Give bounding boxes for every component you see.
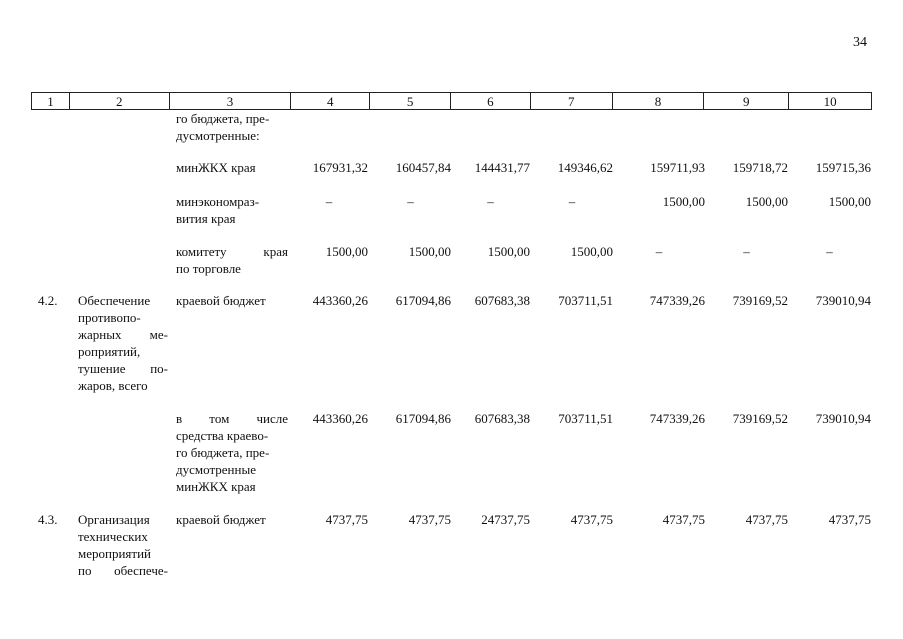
row-6-col8: 4737,75 [662,512,705,527]
row-5-col5: 617094,86 [395,411,451,426]
text-line: Обеспечение [78,293,151,308]
header-col-7: 7 [531,93,613,109]
row-6-col10: 4737,75 [828,512,871,527]
row-2-col6: – [487,194,494,209]
page-number: 34 [853,35,867,50]
row-3-col10: – [826,244,833,259]
row-6-col6: 24737,75 [481,512,530,527]
row-4-col6: 607683,38 [474,293,530,308]
row-3-col6: 1500,00 [487,244,530,259]
text-line: средства краево- [176,428,269,443]
text-line: вития края [176,211,236,226]
text-line: го бюджета, пре- [176,111,270,126]
row-2-col8: 1500,00 [662,194,705,209]
row-5-col7: 703711,51 [558,411,613,426]
row-5-col9: 739169,52 [732,411,788,426]
row-6-col5: 4737,75 [408,512,451,527]
row-3-col4: 1500,00 [325,244,368,259]
row-1-col3 [176,159,288,176]
text-line: минэкономраз- [176,194,260,209]
row-3-col5: 1500,00 [408,244,451,259]
row-6-col7: 4737,75 [570,512,613,527]
row-3-col7: 1500,00 [570,244,613,259]
row-4-col5: 617094,86 [395,293,451,308]
row-1-col9: 159718,72 [732,160,788,175]
row-3-col3 [176,243,288,277]
text-line: в том числе [176,411,288,426]
row-4-col10: 739010,94 [815,293,871,308]
text-line: дусмотренные: [176,128,260,143]
text-line: Организация [78,512,150,527]
row-4-col1: 4.2. [38,293,58,308]
text-line: технических [78,529,148,544]
row-6-col1: 4.3. [38,512,58,527]
text-line: жарных ме- [78,327,168,342]
text-line: по торговле [176,261,241,276]
row-1-col8: 159711,93 [650,160,705,175]
row-3-col8: – [655,244,663,259]
row-5-col10: 739010,94 [815,411,871,426]
header-col-5: 5 [370,93,451,109]
header-col-4: 4 [291,93,370,109]
row-5-col3 [176,410,288,495]
row-1-col5: 160457,84 [395,160,451,175]
text-line: тушение по- [78,361,168,376]
text-line: дусмотренные [176,462,256,477]
text-line: минЖКХ края [176,479,256,494]
row-4-col4: 443360,26 [312,293,368,308]
row-3-col9: – [743,244,750,259]
row-1-col10: 159715,36 [815,160,871,175]
row-6-col2 [78,511,168,579]
row-6-col3 [176,511,288,528]
row-4-col3 [176,292,288,309]
row-1-col7: 149346,62 [557,160,613,175]
text-line: противопо- [78,310,141,325]
row-1-col4: 167931,32 [312,160,368,175]
row-2-col7: – [568,194,576,209]
header-col-6: 6 [451,93,531,109]
text-line: жаров, всего [78,378,148,393]
row-0-col3 [176,110,288,144]
row-5-col8: 747339,26 [649,411,705,426]
text-line: по обеспече- [78,563,168,578]
row-6-col9: 4737,75 [745,512,788,527]
row-4-col8: 747339,26 [649,293,705,308]
text-line: комитету края [176,244,288,259]
text-line: мероприятий [78,546,151,561]
text-line: го бюджета, пре- [176,445,270,460]
row-5-col4: 443360,26 [312,411,368,426]
row-1-col6: 144431,77 [474,160,530,175]
header-col-2: 2 [70,93,170,109]
row-4-col9: 739169,52 [732,293,788,308]
header-col-3: 3 [170,93,292,109]
row-4-col7: 703711,51 [558,293,613,308]
text-line: роприятий, [78,344,141,359]
row-2-col9: 1500,00 [745,194,788,209]
row-2-col3 [176,193,288,227]
text-line: краевой бюджет [176,512,266,527]
header-col-10: 10 [823,94,837,109]
row-5-col6: 607683,38 [474,411,530,426]
row-2-col10: 1500,00 [828,194,871,209]
text-line: краевой бюджет [176,293,266,308]
row-6-col4: 4737,75 [325,512,368,527]
row-2-col5: – [407,194,414,209]
header-col-1: 1 [32,93,70,109]
header-col-8: 8 [613,93,705,109]
row-4-col2 [78,292,168,394]
header-col-9: 9 [704,93,789,109]
table-header-row [31,92,872,110]
text-line: минЖКХ края [176,160,256,175]
row-2-col4: – [325,194,333,209]
